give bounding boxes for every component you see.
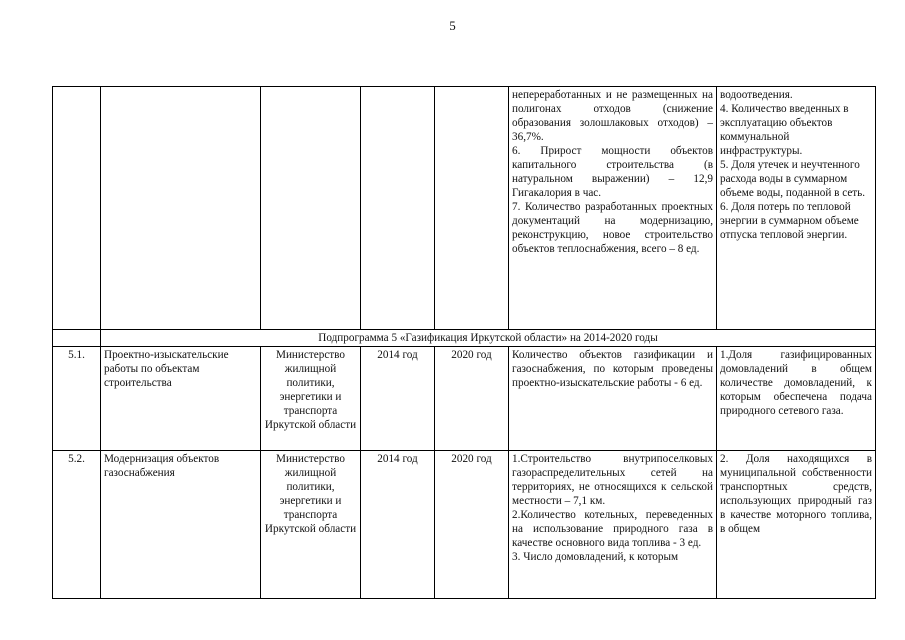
cell-targets — [717, 87, 876, 330]
cell-name: Проектно-изыскательские работы по объектам строительства — [101, 347, 261, 451]
cell-results — [509, 347, 717, 451]
target-line: водоотведения. — [720, 89, 793, 101]
result-line: 3. Число домовладений, к которым — [512, 551, 679, 563]
result-line: 2.Количество котельных, переведенных на использование природного газа в качестве основного вида топлива - 3 ед. — [512, 509, 713, 549]
target-line: 5. Доля утечек и неучтенного расхода воды в суммарном объеме воды, поданной в сеть. — [720, 159, 866, 199]
cell-name: Модернизация объектов газоснабжения — [101, 451, 261, 599]
cell-executor: Министерство жилищной политики, энергетики и транспорта Иркутской области — [261, 347, 361, 451]
cell-targets — [717, 347, 876, 451]
cell-targets — [717, 451, 876, 599]
target-line: 1.Доля газифицированных домовладений в общем количестве домовладений, к которым обеспечена подача природного сетевого газа. — [720, 349, 872, 417]
cell-end: 2020 год — [435, 451, 509, 599]
cell-name-empty — [101, 87, 261, 330]
cell-results — [509, 87, 717, 330]
result-line: 1.Строительство внутрипоселковых газораспределительных сетей на территориях, не относящихся к сельской местности – 7,1 км. — [512, 453, 713, 507]
cell-end-empty — [435, 87, 509, 330]
result-line: непереработанных и не размещенных на полигонах отходов (снижение образования золошлаковых отходов) – 36,7%. — [512, 89, 713, 143]
cell-executor-empty — [261, 87, 361, 330]
cell-num: 5.1. — [53, 347, 101, 451]
result-line: Количество объектов газификации и газоснабжения, по которым проведены проектно-изыскательские работы - 6 ед. — [512, 349, 713, 389]
result-line: 6. Прирост мощности объектов капитального строительства (в натуральном выражении) – 12,9 Гигакалория в час. — [512, 145, 713, 199]
program-table — [52, 86, 876, 599]
cell-num-empty — [53, 87, 101, 330]
cell-num: 5.2. — [53, 451, 101, 599]
result-line: 7. Количество разработанных проектных документаций на модернизацию, реконструкцию, новое строительство объектов теплоснабжения, всего – 8 ед. — [512, 201, 713, 255]
cell-results — [509, 451, 717, 599]
cell-end: 2020 год — [435, 347, 509, 451]
page-number: 5 — [449, 18, 456, 33]
cell-subprogram-empty — [53, 330, 101, 347]
cell-start: 2014 год — [361, 347, 435, 451]
cell-executor: Министерство жилищной политики, энергетики и транспорта Иркутской области — [261, 451, 361, 599]
cell-start-empty — [361, 87, 435, 330]
table-row-subprogram — [53, 330, 876, 347]
table-row-continuation — [53, 87, 876, 330]
subprogram-title: Подпрограмма 5 «Газификация Иркутской области» на 2014-2020 годы — [101, 330, 876, 347]
target-line: 6. Доля потерь по тепловой энергии в суммарном объеме отпуска тепловой энергии. — [720, 201, 859, 241]
table-row — [53, 347, 876, 451]
cell-start: 2014 год — [361, 451, 435, 599]
table-row — [53, 451, 876, 599]
target-line: 2. Доля находящихся в муниципальной собственности транспортных средств, использующих природный газ в качестве моторного топлива, в общем — [720, 453, 872, 535]
target-line: 4. Количество введенных в эксплуатацию объектов коммунальной инфраструктуры. — [720, 103, 849, 157]
